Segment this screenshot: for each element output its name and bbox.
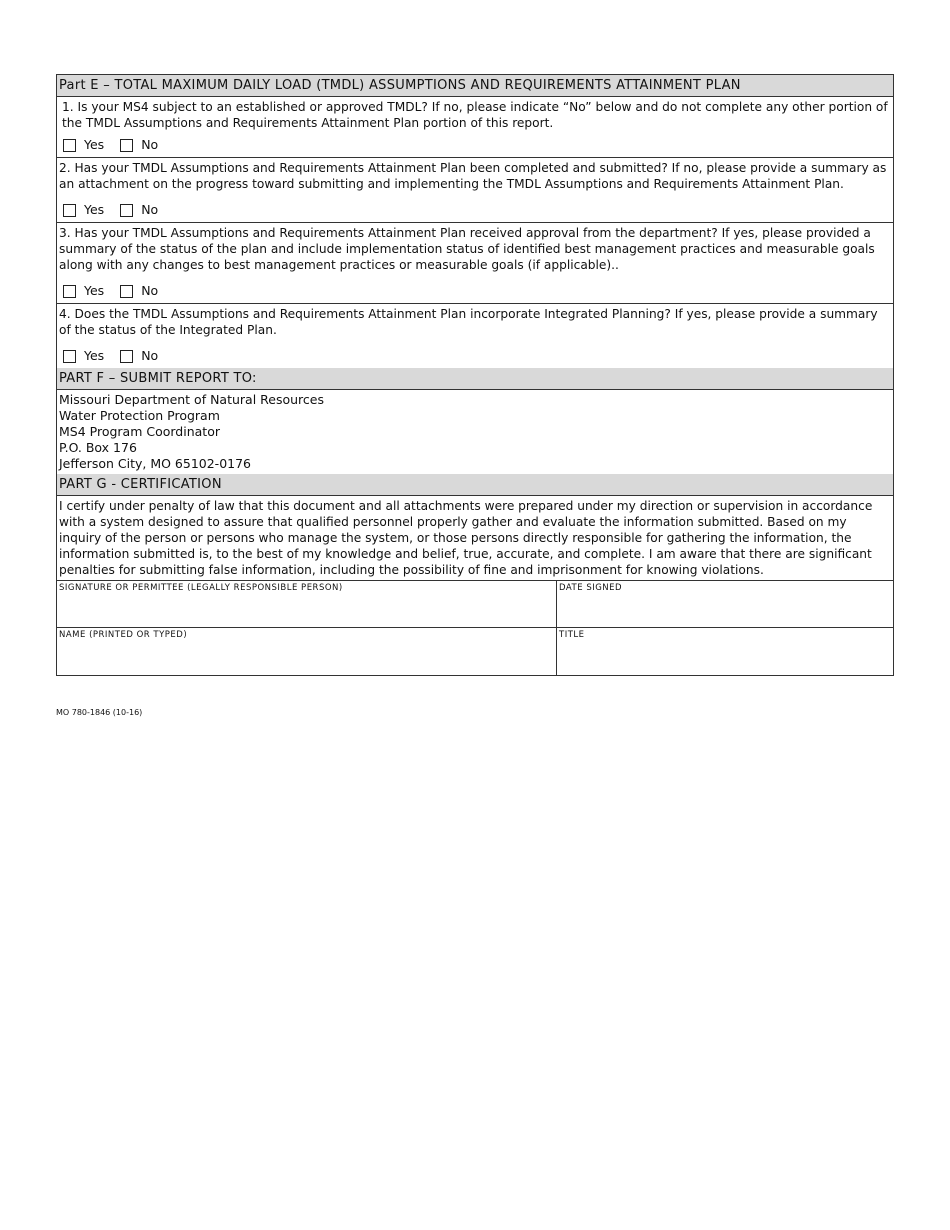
question-1-options	[59, 137, 891, 157]
question-4-text: 4. Does the TMDL Assumptions and Requirements Attainment Plan incorporate Integrated Planning? If yes, please provide a summary of the status of the Integrated Plan.	[59, 307, 878, 337]
address-line-4: P.O. Box 176	[59, 440, 137, 455]
question-2	[57, 158, 893, 223]
part-g-header: PART G - CERTIFICATION	[57, 474, 893, 496]
question-3-text: 3. Has your TMDL Assumptions and Requirements Attainment Plan received approval from the department? If yes, please provided a summary of the status of the plan and include implementation status of identified best management practices and measurable goals along with any changes to best management practices or measurable goals (if applicable)..	[59, 226, 875, 272]
address-line-5: Jefferson City, MO 65102-0176	[59, 456, 252, 471]
date-signed-field[interactable]	[557, 581, 893, 628]
question-4-no-label: No	[141, 348, 159, 363]
question-2-yes-option[interactable]	[63, 202, 104, 218]
question-1-no-checkbox[interactable]	[120, 139, 133, 152]
part-e-header: Part E – TOTAL MAXIMUM DAILY LOAD (TMDL) ASSUMPTIONS AND REQUIREMENTS ATTAINMENT PLAN	[57, 75, 893, 97]
question-1-no-label: No	[141, 137, 159, 152]
question-1-no-option[interactable]	[120, 137, 158, 153]
question-4-yes-label: Yes	[84, 348, 105, 363]
question-4	[57, 304, 893, 368]
question-3	[57, 223, 893, 304]
title-field[interactable]	[557, 628, 893, 675]
question-3-options	[59, 283, 891, 303]
signature-label: SIGNATURE OR PERMITTEE (LEGALLY RESPONSIBLE PERSON)	[59, 583, 343, 593]
question-3-no-label: No	[141, 283, 159, 298]
question-2-no-option[interactable]	[120, 202, 158, 218]
question-2-no-label: No	[141, 202, 159, 217]
signature-field[interactable]	[57, 581, 557, 628]
question-1-yes-option[interactable]	[63, 137, 104, 153]
form-number: MO 780-1846 (10-16)	[56, 708, 143, 717]
address-line-1: Missouri Department of Natural Resources	[59, 392, 324, 407]
question-2-options	[59, 202, 891, 222]
question-4-yes-option[interactable]	[63, 348, 104, 364]
question-3-yes-label: Yes	[84, 283, 105, 298]
name-field[interactable]	[57, 628, 557, 675]
question-1-yes-checkbox[interactable]	[63, 139, 76, 152]
question-2-no-checkbox[interactable]	[120, 204, 133, 217]
question-3-yes-option[interactable]	[63, 283, 104, 299]
address-line-3: MS4 Program Coordinator	[59, 424, 220, 439]
question-3-yes-checkbox[interactable]	[63, 285, 76, 298]
question-4-no-checkbox[interactable]	[120, 350, 133, 363]
date-signed-label: DATE SIGNED	[559, 583, 623, 593]
certification-statement: I certify under penalty of law that this document and all attachments were prepared under my direction or supervision in accordance with a system designed to assure that qualified personnel properly gather and evaluate the information submitted. Based on my inquiry of the person or persons who manage the system, or those persons directly responsible for gathering the information, the information submitted is, to the best of my knowledge and belief, true, accurate, and complete. I am aware that there are significant penalties for submitting false information, including the possibility of fine and imprisonment for knowing violations.	[59, 499, 873, 577]
title-label: TITLE	[559, 630, 585, 640]
question-3-no-option[interactable]	[120, 283, 158, 299]
question-2-yes-label: Yes	[84, 202, 105, 217]
question-1-text: 1. Is your MS4 subject to an established or approved TMDL? If no, please indicate “No” below and do not complete any other portion of the TMDL Assumptions and Requirements Attainment Plan portion of this report.	[62, 100, 888, 130]
question-2-yes-checkbox[interactable]	[63, 204, 76, 217]
question-4-no-option[interactable]	[120, 348, 158, 364]
name-label: NAME (PRINTED OR TYPED)	[59, 630, 188, 640]
question-4-options	[59, 348, 891, 368]
question-1	[57, 97, 893, 158]
signature-block	[57, 580, 893, 675]
part-f-header: PART F – SUBMIT REPORT TO:	[57, 368, 893, 390]
question-4-yes-checkbox[interactable]	[63, 350, 76, 363]
submit-address	[57, 390, 893, 474]
address-line-2: Water Protection Program	[59, 408, 220, 423]
question-1-yes-label: Yes	[84, 137, 105, 152]
question-3-no-checkbox[interactable]	[120, 285, 133, 298]
question-2-text: 2. Has your TMDL Assumptions and Requirements Attainment Plan been completed and submitted? If no, please provide a summary as an attachment on the progress toward submitting and implementing the TMDL Assumptions and Requirements Attainment Plan.	[59, 161, 887, 191]
report-form	[56, 74, 894, 676]
